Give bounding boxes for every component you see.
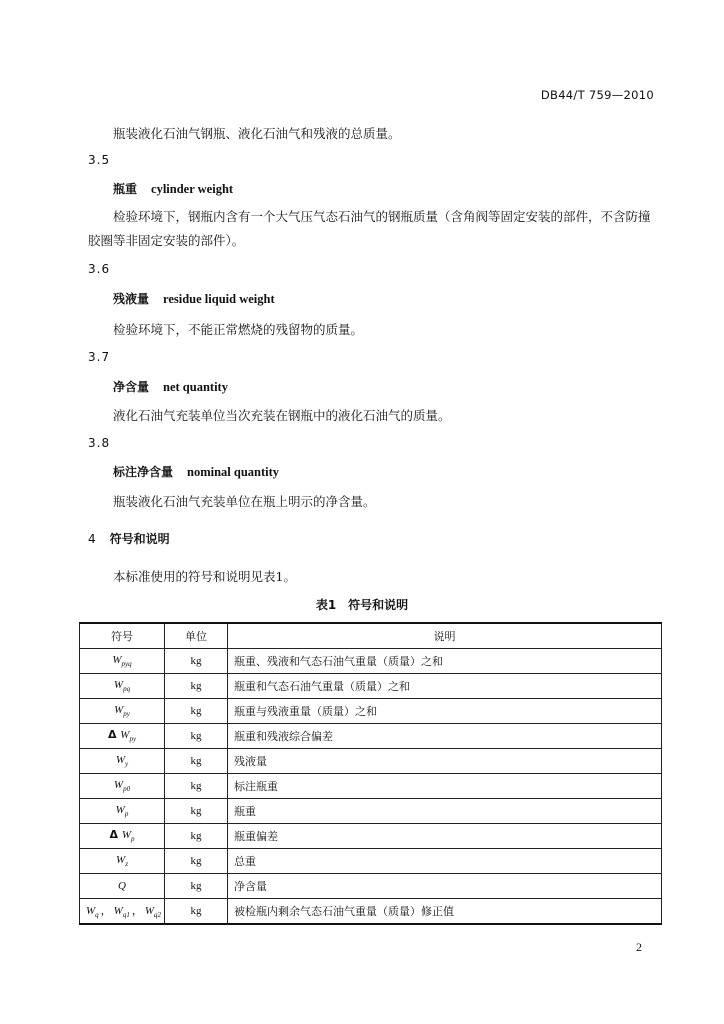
delta-symbol: Δ: [109, 828, 122, 842]
symbol-cell: [80, 649, 165, 674]
term-zh: 净含量: [113, 380, 150, 394]
term-net-quantity: [113, 378, 228, 395]
symbol-cell: [80, 774, 165, 799]
section-heading-4: [88, 530, 170, 547]
table-row: [80, 874, 662, 899]
term-zh: 标注净含量: [113, 465, 174, 479]
symbol-subscript: q1: [122, 911, 130, 920]
table-row: [80, 849, 662, 874]
term-en: cylinder weight: [151, 182, 234, 196]
unit-cell: kg: [165, 699, 228, 724]
description-cell: 瓶重与残液重量（质量）之和: [228, 699, 662, 724]
symbol-letter: W: [115, 803, 125, 816]
symbols-table: [79, 622, 662, 925]
description-cell: 被检瓶内剩余气态石油气重量（质量）修正值: [228, 899, 662, 925]
unit-cell: kg: [165, 674, 228, 699]
symbol-cell: [80, 674, 165, 699]
table-row: [80, 699, 662, 724]
symbol-letter: W: [116, 853, 126, 866]
table-row: [80, 899, 662, 925]
symbol-subscript: p: [124, 810, 129, 819]
table-header-row: [80, 623, 662, 649]
term-en: residue liquid weight: [163, 292, 275, 306]
symbol-letter: W: [113, 678, 124, 691]
definition-residue-liquid-weight: 检验环境下，不能正常燃烧的残留物的质量。: [113, 322, 364, 337]
term-zh: 瓶重: [113, 182, 138, 196]
symbol-cell: [80, 799, 165, 824]
symbol-subscript: py: [123, 710, 130, 719]
symbol-subscript: p: [131, 835, 135, 844]
term-residue-liquid-weight: [113, 290, 275, 307]
symbol-separator: ，: [100, 905, 112, 918]
header-description: 说明: [228, 623, 662, 649]
table-row: [80, 799, 662, 824]
table-row: [80, 824, 662, 849]
description-cell: 净含量: [228, 874, 662, 899]
definition-nominal-quantity: 瓶装液化石油气充装单位在瓶上明示的净含量。: [113, 494, 376, 509]
unit-cell: kg: [165, 874, 228, 899]
symbol-letter: W: [112, 653, 122, 666]
table-row: [80, 774, 662, 799]
unit-cell: kg: [165, 774, 228, 799]
clause-number-3-5: 3.5: [88, 153, 111, 167]
symbol-subscript: z: [125, 860, 128, 869]
section-number: 4: [88, 532, 96, 546]
document-code: DB44/T 759—2010: [540, 88, 654, 102]
symbol-cell: [80, 724, 165, 749]
symbol-subscript: pq: [123, 685, 131, 694]
symbol-letter: Q: [118, 880, 126, 892]
symbol-letter: W: [144, 905, 155, 918]
symbol-letter: W: [113, 778, 124, 791]
term-cylinder-weight: [113, 180, 233, 197]
section-title: 符号和说明: [109, 532, 170, 546]
symbol-subscript: py: [129, 735, 137, 744]
symbol-cell: [80, 749, 165, 774]
symbol-cell: [80, 849, 165, 874]
definition-net-quantity: 液化石油气充装单位当次充装在钢瓶中的液化石油气的质量。: [113, 408, 451, 423]
symbol-subscript: p0: [123, 785, 131, 794]
symbol-subscript: pyq: [121, 660, 132, 669]
header-unit: 单位: [165, 623, 228, 649]
description-cell: 瓶重和残液综合偏差: [228, 724, 662, 749]
symbol-subscript: q: [95, 911, 99, 920]
clause-number-3-6: 3.6: [88, 262, 111, 276]
table-row: [80, 749, 662, 774]
clause-number-3-7: 3.7: [88, 350, 111, 364]
symbol-cell: [80, 699, 165, 724]
description-cell: 总重: [228, 849, 662, 874]
symbol-cell: [80, 824, 165, 849]
paragraph-total-mass: 瓶装液化石油气钢瓶、液化石油气和残液的总质量。: [113, 126, 401, 141]
description-cell: 残液量: [228, 749, 662, 774]
term-en: net quantity: [163, 380, 228, 394]
description-cell: 瓶重偏差: [228, 824, 662, 849]
symbol-letter: W: [86, 905, 96, 918]
delta-symbol: Δ: [107, 728, 121, 742]
intro-paragraph: 本标准使用的符号和说明见表1。: [113, 569, 296, 584]
unit-cell: kg: [165, 799, 228, 824]
unit-cell: kg: [165, 749, 228, 774]
symbol-subscript: y: [125, 760, 129, 769]
term-zh: 残液量: [113, 292, 150, 306]
table-row: [80, 724, 662, 749]
description-cell: 瓶重: [228, 799, 662, 824]
symbol-letter: W: [120, 729, 130, 742]
symbol-cell: [80, 874, 165, 899]
unit-cell: kg: [165, 649, 228, 674]
description-cell: 瓶重和气态石油气重量（质量）之和: [228, 674, 662, 699]
symbol-letter: W: [114, 703, 124, 716]
symbol-subscript: q2: [154, 911, 162, 920]
unit-cell: kg: [165, 849, 228, 874]
definition-cylinder-weight: 检验环境下，钢瓶内含有一个大气压气态石油气的钢瓶质量（含角阀等固定安装的部件，不含防撞胶圈等非固定安装的部件）。: [88, 209, 651, 248]
table-caption: 表1 符号和说明: [315, 598, 409, 612]
clause-number-3-8: 3.8: [88, 436, 111, 450]
symbol-cell: [80, 899, 165, 925]
symbol-separator: ，: [131, 905, 143, 918]
description-cell: 标注瓶重: [228, 774, 662, 799]
unit-cell: kg: [165, 724, 228, 749]
table-row: [80, 674, 662, 699]
table-row: [80, 649, 662, 674]
description-cell: 瓶重、残液和气态石油气重量（质量）之和: [228, 649, 662, 674]
term-nominal-quantity: [113, 463, 279, 480]
symbol-letter: W: [113, 905, 123, 918]
page-number: 2: [636, 940, 642, 954]
symbol-letter: W: [121, 829, 131, 842]
unit-cell: kg: [165, 824, 228, 849]
symbol-letter: W: [115, 753, 126, 766]
unit-cell: kg: [165, 899, 228, 925]
header-symbol: 符号: [80, 623, 165, 649]
term-en: nominal quantity: [187, 465, 280, 479]
